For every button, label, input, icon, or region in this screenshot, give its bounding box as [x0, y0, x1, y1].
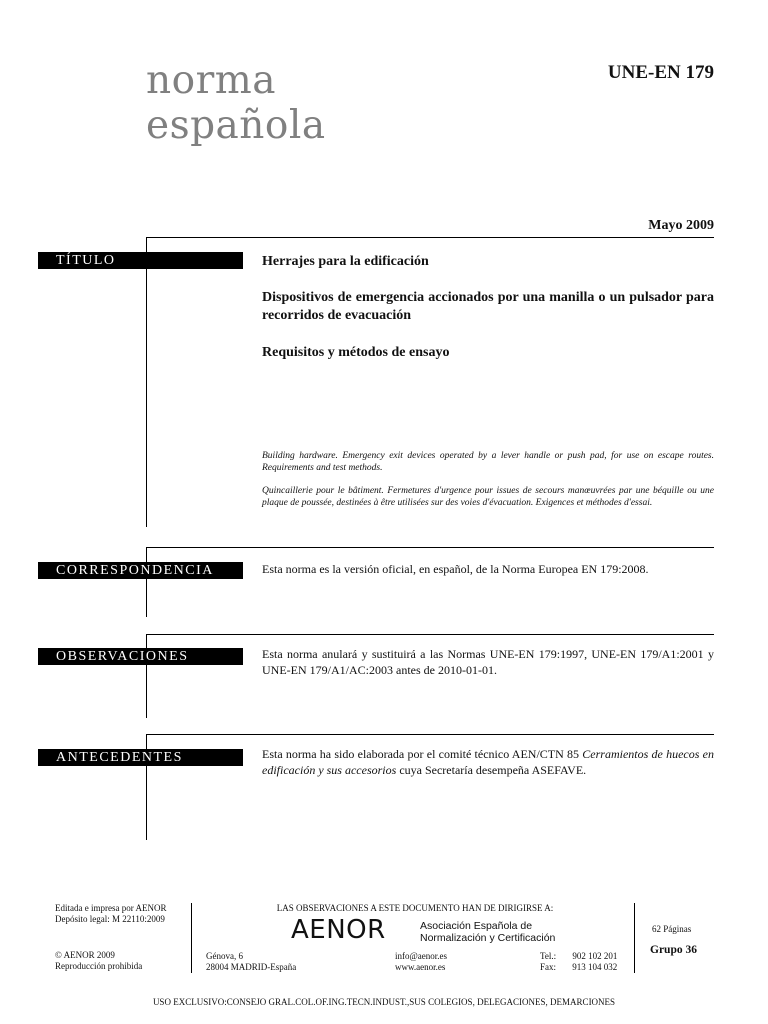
title-requirements: Requisitos y métodos de ensayo [262, 345, 450, 360]
section-divider-antecedentes [146, 734, 714, 735]
footer-address [206, 951, 296, 973]
footer-observations-notice: LAS OBSERVACIONES A ESTE DOCUMENTO HAN DE DIRIGIRSE A: [276, 903, 554, 913]
assoc-line-2: Normalización y Certificación [420, 932, 556, 944]
tel-number: 902 102 201 [572, 951, 618, 961]
usage-notice: USO EXCLUSIVO:CONSEJO GRAL.COL.OF.ING.TECN.INDUST.,SUS COLEGIOS, DELEGACIONES, DEMARCIONES [152, 997, 616, 1007]
brand-title [146, 58, 326, 148]
footer-edited: Editada e impresa por AENOR [55, 903, 167, 913]
page-count: 62 Páginas [652, 924, 692, 934]
footer-contact-phone [540, 951, 617, 973]
footer-copyright-block [55, 950, 190, 972]
section-label-observaciones: OBSERVACIONES [38, 648, 243, 665]
title-french: Quincaillerie pour le bâtiment. Fermetures d'urgence pour issues de secours manœuvrées par une béquille ou une plaque de poussée, destinées à être utilisées sur des voies d'évacuation. Exigences et méthodes d'essai. [262, 486, 714, 508]
antecedentes-text-after: cuya Secretaría desempeña ASEFAVE. [396, 763, 587, 777]
address-city: 28004 MADRID-España [206, 962, 297, 972]
contact-email[interactable]: info@aenor.es [395, 951, 448, 961]
aenor-logo: AENOR [291, 915, 386, 945]
fax-label: Fax: [540, 962, 557, 972]
title-subject: Dispositivos de emergencia accionados por una manilla o un pulsador para recorridos de evacuación [262, 290, 714, 323]
footer-copyright: © AENOR 2009 [55, 950, 115, 960]
address-street: Génova, 6 [206, 951, 243, 961]
brand-line-1: norma [146, 58, 276, 103]
antecedentes-committee-name: Cerramientos de huecos en edificación y sus accesorios [262, 747, 714, 777]
section-divider-correspondencia [146, 547, 714, 548]
footer-publisher [55, 903, 190, 925]
assoc-line-1: Asociación Española de [420, 920, 533, 932]
brand-line-2: española [146, 103, 326, 148]
section-divider-titulo [146, 237, 714, 238]
footer-contact-online [395, 951, 447, 973]
vertical-rule-observaciones [146, 634, 147, 718]
footer-divider-right [634, 903, 635, 973]
footer-divider-left [191, 903, 192, 973]
antecedentes-text-before: Esta norma ha sido elaborada por el comité técnico AEN/CTN 85 [262, 747, 583, 761]
section-label-titulo: TÍTULO [38, 252, 243, 269]
observaciones-text: Esta norma anulará y sustituirá a las Normas UNE-EN 179:1997, UNE-EN 179/A1:2001 y UNE-EN 179/A1/AC:2003 antes de 2010-01-01. [262, 647, 714, 677]
section-label-correspondencia: CORRESPONDENCIA [38, 562, 243, 579]
antecedentes-text [262, 746, 714, 778]
section-divider-observaciones [146, 634, 714, 635]
standard-code: UNE-EN 179 [607, 62, 714, 83]
aenor-association [420, 920, 555, 944]
correspondencia-text: Esta norma es la versión oficial, en español, de la Norma Europea EN 179:2008. [262, 562, 649, 576]
vertical-rule-correspondencia [146, 547, 147, 617]
section-label-antecedentes: ANTECEDENTES [38, 749, 243, 766]
title-main: Herrajes para la edificación [262, 254, 429, 269]
price-group: Grupo 36 [650, 944, 697, 956]
contact-web[interactable]: www.aenor.es [395, 962, 446, 972]
title-english: Building hardware. Emergency exit devices operated by a lever handle or push pad, for use on escape routes. Requirements and test methods. [262, 451, 714, 473]
footer-deposit: Depósito legal: M 22110:2009 [55, 914, 165, 924]
publication-date: Mayo 2009 [648, 218, 714, 233]
footer-reproduction: Reproducción prohibida [55, 961, 143, 971]
tel-label: Tel.: [540, 951, 557, 961]
fax-number: 913 104 032 [572, 962, 618, 972]
vertical-rule-titulo [146, 237, 147, 527]
